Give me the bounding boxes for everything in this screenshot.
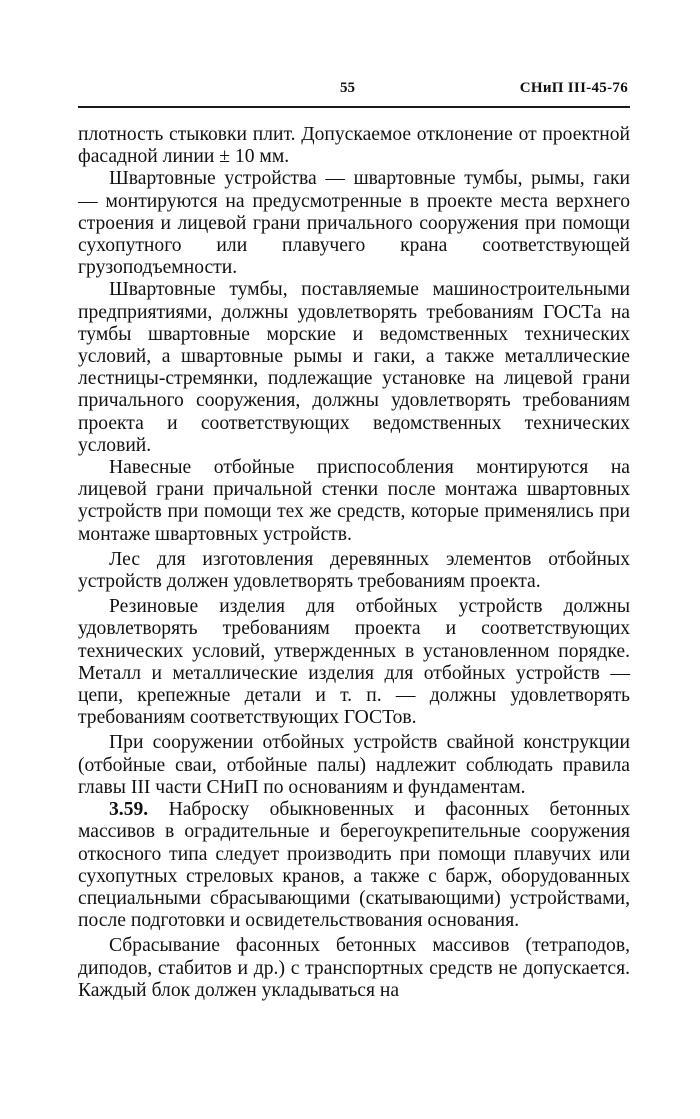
- body-text: [78, 124, 630, 1002]
- paragraph-text: Сбрасывание фасонных бетонных массивов (тетраподов, диподов, стабитов и др.) с транспортных средств не допускается. Каждый блок должен укладываться на: [78, 935, 630, 1001]
- paragraph-text: Резиновые изделия для отбойных устройств должны удовлетворять требованиям проекта и соответствующих технических условий, утвержденных в установленном порядке. Металл и металлические изделия для отбойных устройств — цепи, крепежные детали и т. п. — должны удовлетворять требованиям соответствующих ГОСТов.: [78, 596, 630, 729]
- header-rule: [78, 106, 630, 108]
- paragraph-clause: [78, 799, 630, 932]
- page-header: [78, 70, 630, 106]
- page-number: 55: [340, 80, 355, 96]
- paragraph: [78, 732, 630, 799]
- paragraph: [78, 457, 630, 546]
- paragraph-text: При сооружении отбойных устройств свайной конструкции (отбойные сваи, отбойные палы) надлежит соблюдать правила главы III части СНиП по основаниям и фундаментам.: [78, 732, 630, 798]
- clause-number: 3.59.: [109, 799, 149, 821]
- paragraph-text: Наброску обыкновенных и фасонных бетонных массивов в оградительные и берегоукрепительные сооружения откосного типа следует производить при помощи плавучих или сухопутных стреловых кранов, а также с барж, оборудованных специальными сбрасывающими (скатывающими) устройствами, после подготовки и освидетельствования основания.: [78, 799, 630, 932]
- paragraph: [78, 549, 630, 593]
- paragraph: [78, 596, 630, 729]
- paragraph-text: Лес для изготовления деревянных элементов отбойных устройств должен удовлетворять требованиям проекта.: [78, 548, 630, 593]
- paragraph-text: плотность стыковки плит. Допускаемое отклонение от проектной фасадной линии ± 10 мм.: [78, 124, 630, 168]
- document-page: [78, 70, 630, 1002]
- paragraph: [78, 279, 630, 457]
- paragraph-text: Швартовные устройства — швартовные тумбы, рымы, гаки — монтируются на предусмотренные в проекте места верхнего строения и лицевой грани причального сооружения при помощи сухопутного или плавучего крана соответствующей грузоподъемности.: [78, 168, 630, 279]
- paragraph: [78, 935, 630, 1002]
- paragraph: [78, 124, 630, 168]
- paragraph-text: Швартовные тумбы, поставляемые машиностроительными предприятиями, должны удовлетворять требованиям ГОСТа на тумбы швартовные морские и ведомственных технических условий, а швартовные рымы и гаки, а также металлические лестницы-стремянки, подлежащие установке на лицевой грани причального сооружения, должны удовлетворять требованиям проекта и соответствующих ведомственных технических условий.: [78, 279, 630, 456]
- paragraph-text: Навесные отбойные приспособления монтируются на лицевой грани причальной стенки после монтажа швартовных устройств при помощи тех же средств, которые применялись при монтаже швартовных устройств.: [78, 457, 630, 545]
- document-code: СНиП III-45-76: [519, 80, 628, 96]
- paragraph: [78, 168, 630, 279]
